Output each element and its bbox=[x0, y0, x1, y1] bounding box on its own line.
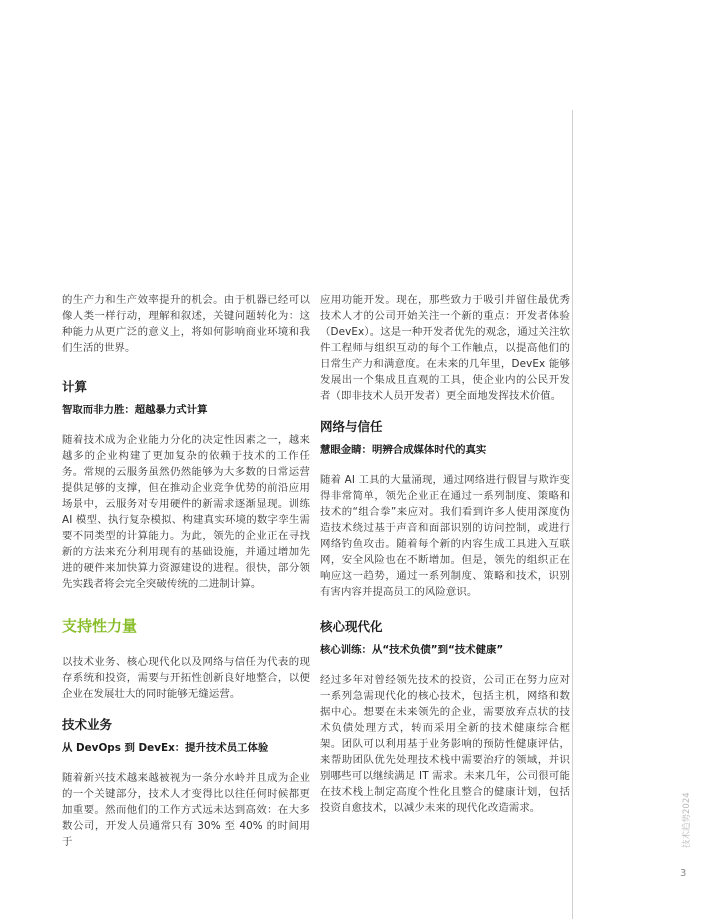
tech-business-body: 随着新兴技术越来越被视为一条分水岭并且成为企业的一个关键部分，技术人才变得比以往任何时候都更加重要。然而他们的工作方式远未达到高效：在大多数公司，开发人员通常只有 30% 至 40% 的时间用于 bbox=[62, 772, 310, 848]
compute-body: 随着技术成为企业能力分化的决定性因素之一，越来越多的企业构建了更加复杂的依赖于技术的工作任务。常规的云服务虽然仍然能够为大多数的日常运营提供足够的支撑，但在推动企业竞争优势的前沿应用场景中，云服务对专用硬件的新需求逐渐显现。训练 AI 模型、执行复杂模拟、构建真实环境的数字孪生需要不同类型的计算能力。为此，领先的企业正在寻找新的方法来充分利用现有的基础设施，并通过增加先进的硬件来加快算力资源建设的进程。很快，部分领先实践者将会完全突破传统的二进制计算。 bbox=[62, 434, 310, 590]
compute-subheading: 智取而非力胜：超越暴力式计算 bbox=[62, 404, 208, 416]
core-modernization-heading: 核心现代化 bbox=[320, 619, 383, 634]
core-modernization-body: 经过多年对曾经领先技术的投资，公司正在努力应对一系列急需现代化的核心技术，包括主机，网络和数据中心。想要在未来领先的企业，需要放弃点状的技术负债处理方式，转而采用全新的技术健康综合框架。团队可以利用基于业务影响的预防性健康评估，来帮助团队优先处理技术栈中需要治疗的领域，并识别哪些可以继续满足 IT 需求。未来几年，公司很可能在技术栈上制定高度个性化且整合的健康计划，包括投资自愈技术，以减少未来的现代化改造需求。 bbox=[320, 674, 570, 814]
network-trust-subheading: 慧眼金睛：明辨合成媒体时代的真实 bbox=[320, 444, 487, 456]
tech-business-subheading: 从 DevOps 到 DevEx：提升技术员工体验 bbox=[62, 742, 269, 754]
page-number: 3 bbox=[680, 868, 687, 879]
column-divider bbox=[572, 110, 573, 919]
core-modernization-subheading: 核心训练：从“技术负债”到“技术健康” bbox=[320, 644, 504, 656]
tech-business-heading: 技术业务 bbox=[62, 717, 113, 732]
left-column bbox=[62, 292, 310, 850]
right-intro-paragraph: 应用功能开发。现在，那些致力于吸引并留住最优秀技术人才的公司开始关注一个新的重点：开发者体验（DevEx）。这是一种开发者优先的观念，通过关注软件工程师与组织互动的每个工作触点，以提高他们的日常生产力和满意度。在未来的几年里，DevEx 能够发展出一个集成且直观的工具，使企业内的公民开发者（即非技术人员开发者）更全面地发挥技术价值。 bbox=[320, 294, 570, 402]
side-report-label: 技术趋势2024 bbox=[682, 792, 692, 848]
left-intro-paragraph: 的生产力和生产效率提升的机会。由于机器已经可以像人类一样行动，理解和叙述，关键问题转化为：这种能力从更广泛的意义上，将如何影响商业环境和我们生活的世界。 bbox=[62, 294, 310, 354]
compute-heading: 计算 bbox=[62, 379, 88, 394]
support-body: 以技术业务、核心现代化以及网络与信任为代表的现存系统和投资，需要与开拓性创新良好地整合，以便企业在发展壮大的同时能够无缝运营。 bbox=[62, 656, 310, 700]
right-column bbox=[320, 292, 570, 816]
network-trust-body: 随着 AI 工具的大量涌现，通过网络进行假冒与欺诈变得非常简单，领先企业正在通过一系列制度、策略和技术的“组合拳”来应对。我们看到许多人使用深度伪造技术绕过基于声音和面部识别的访问控制，或进行网络钓鱼攻击。随着每个新的内容生成工具进入互联网，安全风险也在不断增加。但是，领先的组织正在响应这一趋势，通过一系列制度、策略和技术，识别有害内容并提高员工的风险意识。 bbox=[320, 474, 570, 598]
support-heading: 支持性力量 bbox=[62, 617, 138, 635]
network-trust-heading: 网络与信任 bbox=[320, 419, 383, 434]
